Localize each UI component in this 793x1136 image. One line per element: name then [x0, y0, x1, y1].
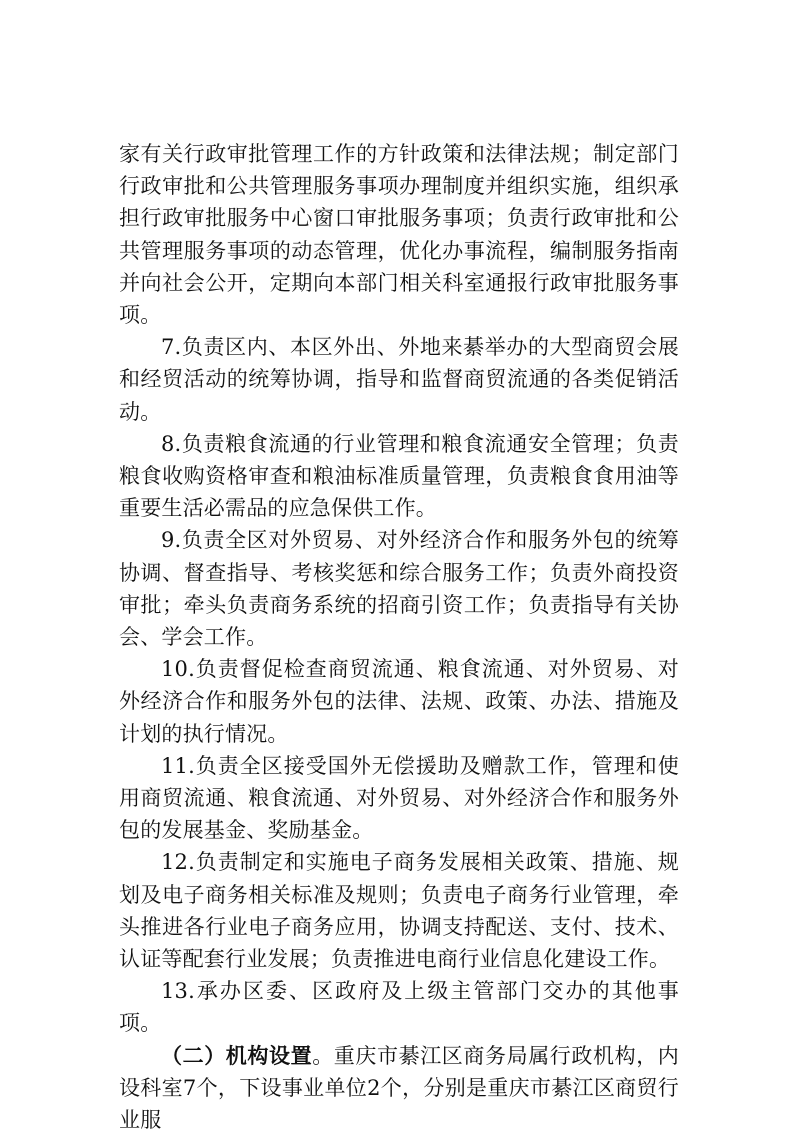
paragraph-item-7: 7.负责区内、本区外出、外地来綦举办的大型商贸会展和经贸活动的统筹协调，指导和监督商贸流通的各类促销活动。 — [119, 335, 679, 424]
paragraph-item-11: 11.负责全区接受国外无偿援助及赠款工作，管理和使用商贸流通、粮食流通、对外贸易、对外经济合作和服务外包的发展基金、奖励基金。 — [119, 753, 679, 843]
paragraph-item-9: 9.负责全区对外贸易、对外经济合作和服务外包的统筹协调、督查指导、考核奖惩和综合服务工作；负责外商投资审批；牵头负责商务系统的招商引资工作；负责指导有关协会、学会工作。 — [119, 528, 679, 650]
paragraph-item-13: 13.承办区委、区政府及上级主管部门交办的其他事项。 — [119, 979, 679, 1036]
section-heading: （二）机构设置 — [161, 1042, 313, 1068]
paragraph-continuation: 家有关行政审批管理工作的方针政策和法律法规；制定部门行政审批和公共管理服务事项办理制度并组织实施，组织承担行政审批服务中心窗口审批服务事项；负责行政审批和公共管理服务事项的动态管理，优化办事流程，编制服务指南并向社会公开，定期向本部门相关科室通报行政审批服务事项。 — [119, 142, 679, 328]
section-heading-body: 。重庆市綦江区商务局属行政机构，内设科室7个，下设事业单位2个，分别是重庆市綦江区商贸行业服 — [119, 1043, 679, 1133]
paragraph-item-12: 12.负责制定和实施电子商务发展相关政策、措施、规划及电子商务相关标准及规则；负责电子商务行业管理，牵头推进各行业电子商务应用，协调支持配送、支付、技术、认证等配套行业发展；负责推进电商行业信息化建设工作。 — [119, 850, 679, 972]
document-body — [119, 138, 679, 1136]
paragraph-item-10: 10.负责督促检查商贸流通、粮食流通、对外贸易、对外经济合作和服务外包的法律、法规、政策、办法、措施及计划的执行情况。 — [119, 657, 679, 746]
paragraph-item-8: 8.负责粮食流通的行业管理和粮食流通安全管理；负责粮食收购资格审查和粮油标准质量管理，负责粮食食用油等重要生活必需品的应急保供工作。 — [119, 431, 679, 521]
